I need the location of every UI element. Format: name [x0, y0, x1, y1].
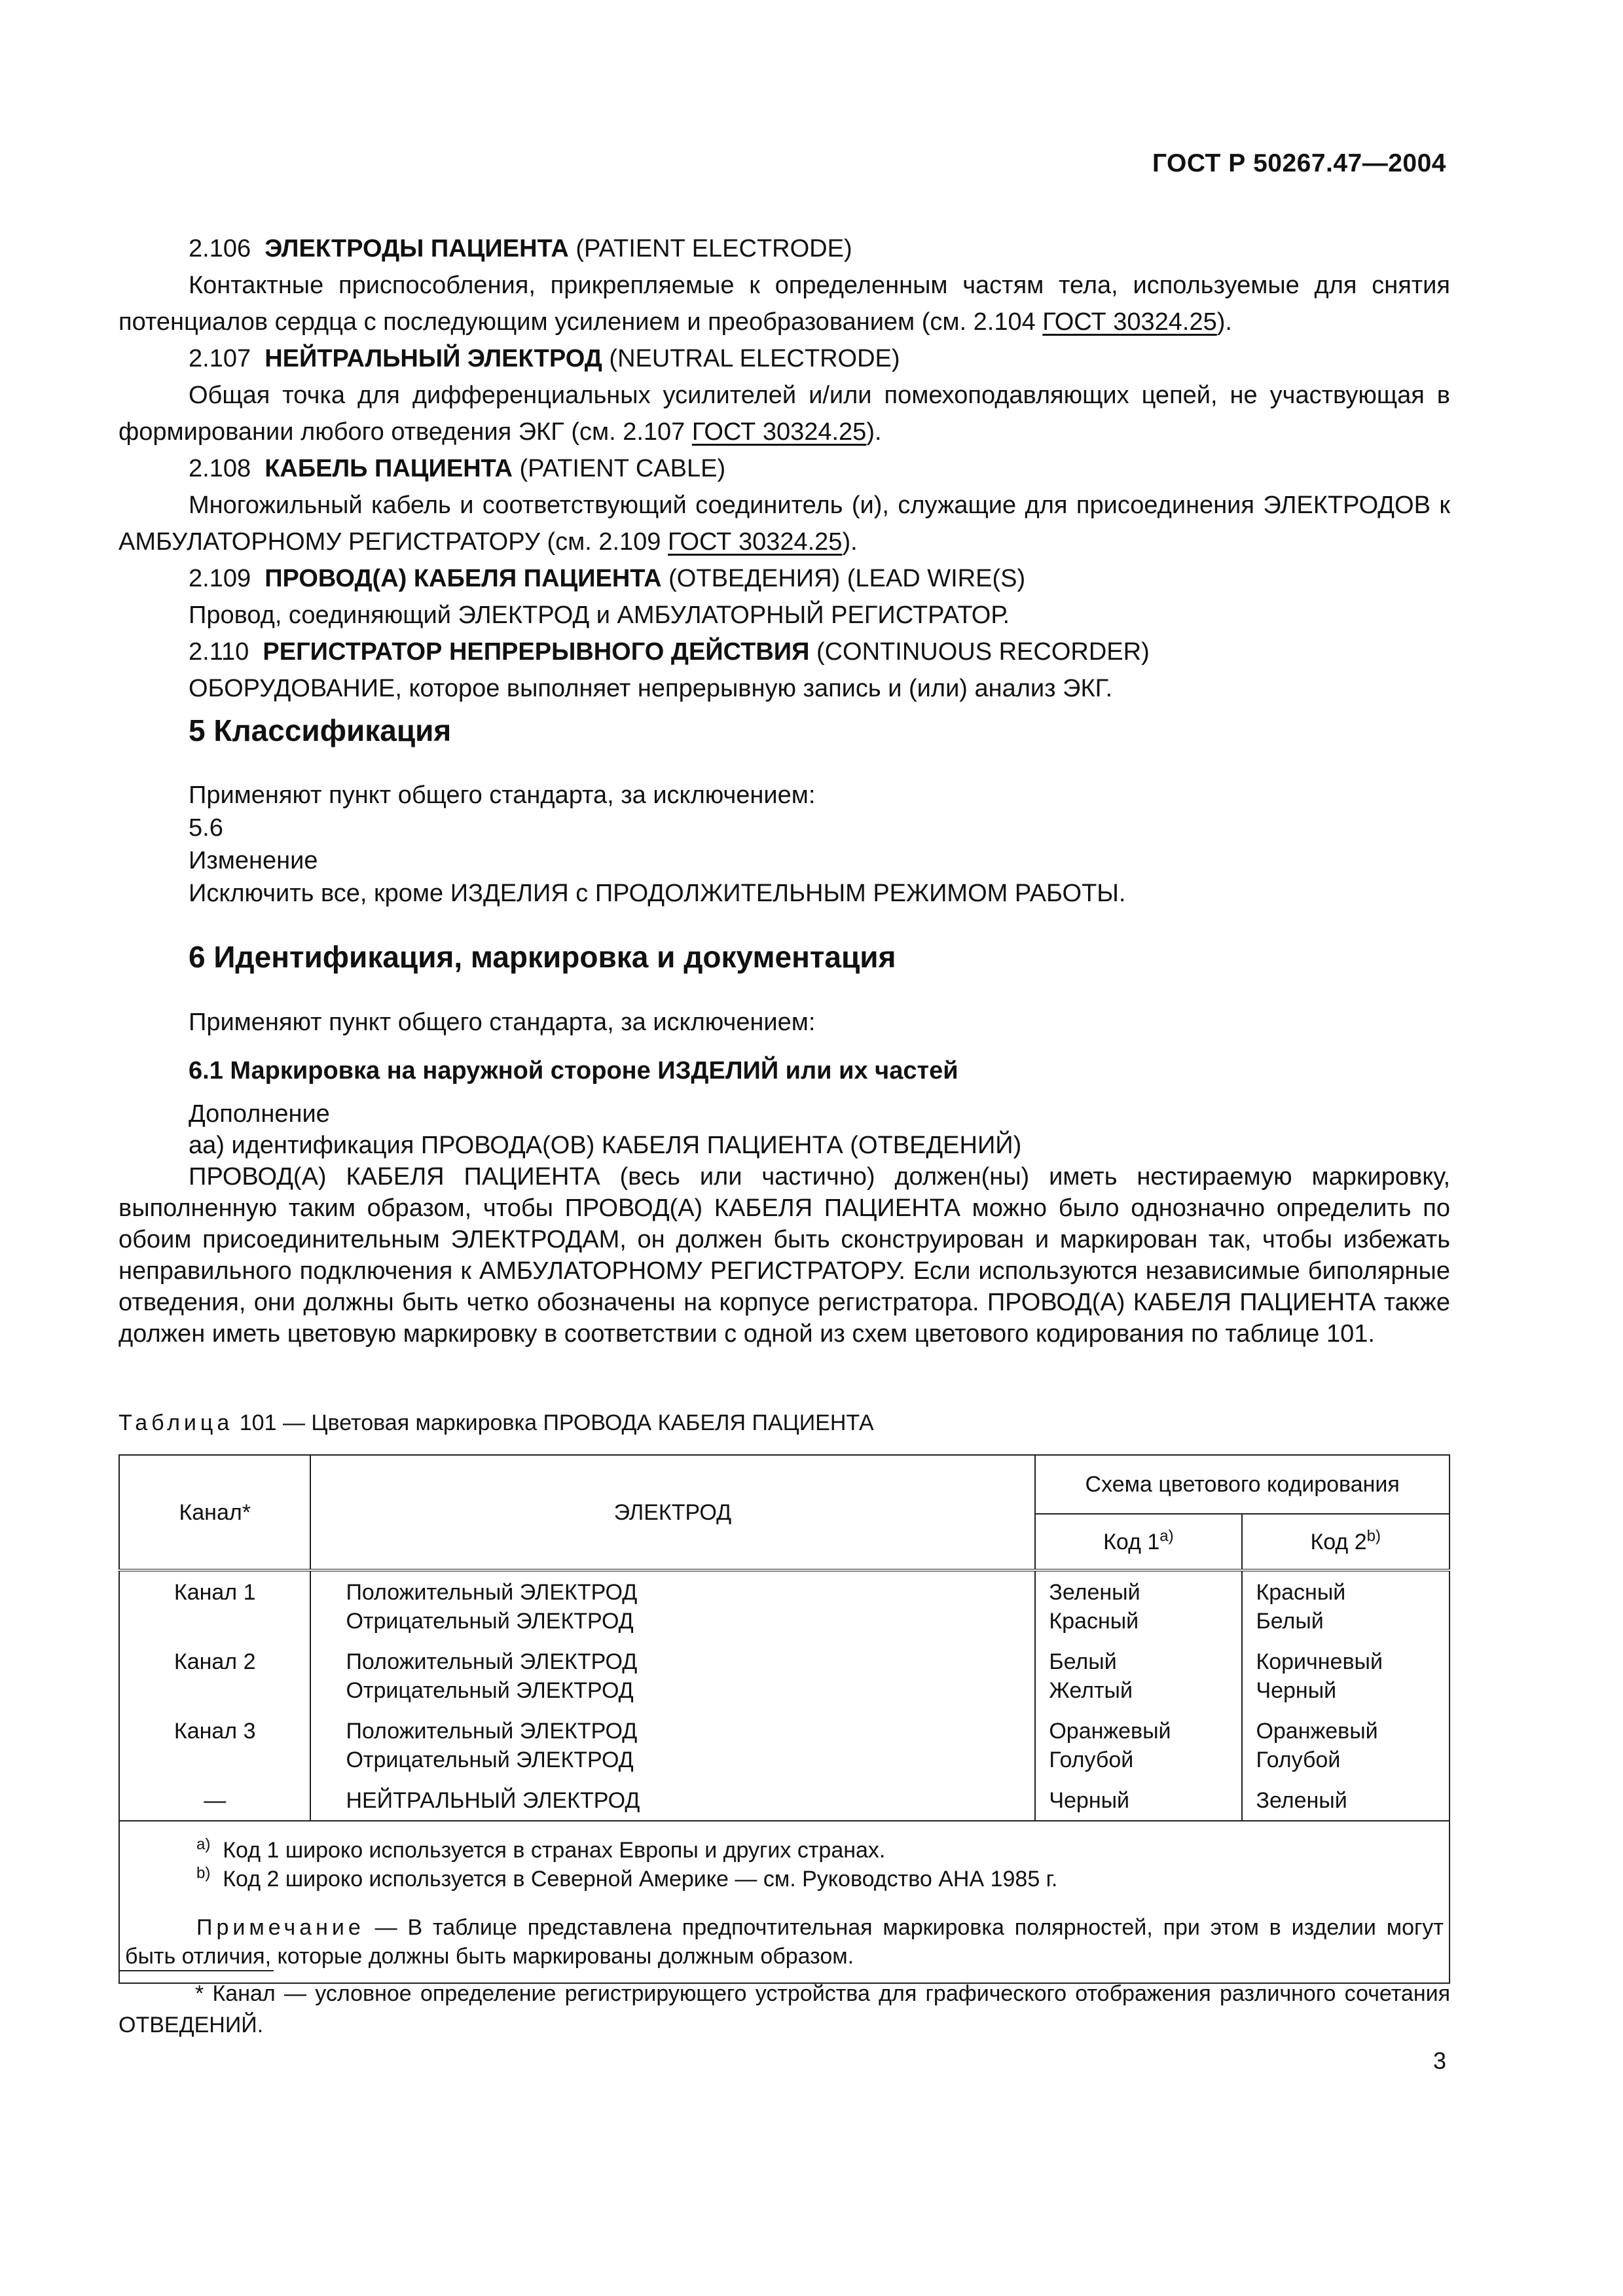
section-5-body — [119, 779, 1450, 910]
table-row: — НЕЙТРАЛЬНЫЙ ЭЛЕКТРОД Черный Зеленый — [119, 1780, 1450, 1821]
header-channel: Канал* — [119, 1455, 310, 1570]
section-5-line: Исключить все, кроме ИЗДЕЛИЯ с ПРОДОЛЖИТЕЛЬНЫМ РЕЖИМОМ РАБОТЫ. — [189, 880, 1126, 907]
def-english: (CONTINUOUS RECORDER) — [816, 638, 1150, 666]
def-term: ЭЛЕКТРОДЫ ПАЦИЕНТА — [264, 235, 569, 262]
marking-paragraph: ПРОВОД(А) КАБЕЛЯ ПАЦИЕНТА (весь или частично) должен(ны) иметь нестираемую маркировку, выполненную таким образом, чтобы ПРОВОД(А) КАБЕЛЯ ПАЦИЕНТА можно было однозначно определить по обоим присоединительным ЭЛЕКТРОДАМ, он должен быть сконструирован и маркирован так, чтобы избежать неправильного подключения к АМБУЛАТОРНОМУ РЕГИСТРАТОРУ. Если используются независимые биполярные отведения, они должны быть четко обозначены на корпусе регистратора. ПРОВОД(А) КАБЕЛЯ ПАЦИЕНТА также должен иметь цветовую маркировку в соответствии с одной из схем цветового кодирования по таблице 101. — [119, 1163, 1450, 1348]
table-notes-row — [119, 1821, 1450, 1983]
item-aa: аа) идентификация ПРОВОДА(ОВ) КАБЕЛЯ ПАЦИЕНТА (ОТВЕДЕНИЙ) — [189, 1132, 1022, 1159]
def-2-106-text: Контактные приспособления, прикрепляемые к определенным частям тела, используемые для снятия потенциалов сердца с последующим усилением и преобразованием (см. 2.104 ГОСТ 30324.25). — [119, 272, 1450, 336]
def-term: РЕГИСТРАТОР НЕПРЕРЫВНОГО ДЕЙСТВИЯ — [263, 638, 810, 666]
def-number: 2.110 — [189, 638, 249, 666]
def-2-106-title — [119, 230, 1450, 267]
page-footnote: * Канал — условное определение регистрирующего устройства для графического отображения различного сочетания ОТВЕДЕНИЙ. — [119, 1981, 1450, 2037]
section-5-line: Применяют пункт общего стандарта, за исключением: — [189, 781, 816, 809]
def-english: (NEUTRAL ELECTRODE) — [609, 345, 900, 372]
section-6 — [119, 939, 1450, 975]
section-5 — [119, 712, 1450, 749]
table-caption — [119, 1407, 1450, 1439]
def-2-110-text: ОБОРУДОВАНИЕ, которое выполняет непрерывную запись и (или) анализ ЭКГ. — [189, 675, 1113, 702]
section-6-intro — [119, 1004, 1450, 1041]
table-note: Примечание — В таблице представлена предпочтительная маркировка полярностей, при этом в изделии могут быть отличия, которые должны быть маркированы должным образом. — [125, 1915, 1444, 1969]
definitions-block — [119, 230, 1450, 707]
def-term: НЕЙТРАЛЬНЫЙ ЭЛЕКТРОД — [264, 345, 602, 372]
gost-reference: ГОСТ 30324.25 — [1042, 308, 1217, 336]
table-row: Канал 1 Положительный ЭЛЕКТРОД Отрицательный ЭЛЕКТРОД Зеленый Красный Красный Белый — [119, 1570, 1450, 1641]
def-english: (ОТВЕДЕНИЯ) (LEAD WIRE(S) — [668, 565, 1026, 592]
table-caption-text: 101 — Цветовая маркировка ПРОВОДА КАБЕЛЯ ПАЦИЕНТА — [239, 1410, 874, 1435]
section-5-heading: 5 Классификация — [189, 713, 452, 747]
def-term: ПРОВОД(А) КАБЕЛЯ ПАЦИЕНТА — [264, 565, 662, 592]
table-row: Канал 2 Положительный ЭЛЕКТРОД Отрицательный ЭЛЕКТРОД Белый Желтый Коричневый Черный — [119, 1641, 1450, 1710]
subsection-6-1-heading: 6.1 Маркировка на наружной стороне ИЗДЕЛИЙ или их частей — [189, 1057, 958, 1085]
section-5-line: Изменение — [189, 847, 318, 874]
def-2-108-text: Многожильный кабель и соответствующий соединитель (и), служащие для присоединения ЭЛЕКТРОДОВ к АМБУЛАТОРНОМУ РЕГИСТРАТОРУ (см. 2.109 ГОСТ 30324.25). — [119, 492, 1450, 556]
section-5-line: 5.6 — [189, 814, 223, 842]
table-footnote-b: $^{b)}$ Код 2 широко используется в Северной Америке — см. Руководство АНА 1985 г. — [196, 1864, 1058, 1892]
table-footnote-a: $^{a)}$ Код 1 широко используется в странах Европы и других странах. — [196, 1835, 886, 1863]
section-6-heading: 6 Идентификация, маркировка и документация — [189, 940, 896, 974]
gost-reference: ГОСТ 30324.25 — [691, 418, 867, 446]
page-number: 3 — [1432, 2047, 1446, 2074]
def-english: (PATIENT ELECTRODE) — [575, 235, 852, 262]
def-2-109-title — [119, 560, 1450, 597]
def-number: 2.108 — [189, 455, 251, 482]
footnote-divider — [119, 1970, 274, 1971]
header-code-2: Код 2$^{b)}$ — [1242, 1514, 1450, 1570]
section-6-body — [119, 1098, 1450, 1350]
header-color-scheme: Схема цветового кодирования — [1035, 1455, 1450, 1514]
gost-reference: ГОСТ 30324.25 — [668, 528, 843, 556]
header-electrode: ЭЛЕКТРОД — [310, 1455, 1035, 1570]
subsection-6-1 — [119, 1052, 1450, 1089]
def-2-109-text: Провод, соединяющий ЭЛЕКТРОД и АМБУЛАТОРНЫЙ РЕГИСТРАТОР. — [189, 601, 1010, 629]
standard-code: ГОСТ Р 50267.47—2004 — [1152, 149, 1446, 177]
section-6-intro-text: Применяют пункт общего стандарта, за исключением: — [189, 1009, 816, 1036]
header-code-1: Код 1$^{a)}$ — [1035, 1514, 1242, 1570]
def-2-108-title — [119, 450, 1450, 487]
def-number: 2.106 — [189, 235, 251, 262]
def-number: 2.107 — [189, 345, 251, 372]
def-2-107-text: Общая точка для дифференциальных усилителей и/или помехоподавляющих цепей, не участвующая в формировании любого отведения ЭКГ (см. 2.107 ГОСТ 30324.25). — [119, 382, 1450, 446]
def-english: (PATIENT CABLE) — [519, 455, 726, 482]
table-row: Канал 3 Положительный ЭЛЕКТРОД Отрицательный ЭЛЕКТРОД Оранжевый Голубой Оранжевый Голубой — [119, 1710, 1450, 1780]
def-number: 2.109 — [189, 565, 251, 592]
def-2-110-title — [119, 634, 1450, 670]
addition-label: Дополнение — [189, 1100, 330, 1128]
def-2-107-title — [119, 340, 1450, 377]
table-101 — [119, 1454, 1450, 1984]
table-caption-word: Таблица — [119, 1410, 234, 1435]
def-term: КАБЕЛЬ ПАЦИЕНТА — [264, 455, 513, 482]
